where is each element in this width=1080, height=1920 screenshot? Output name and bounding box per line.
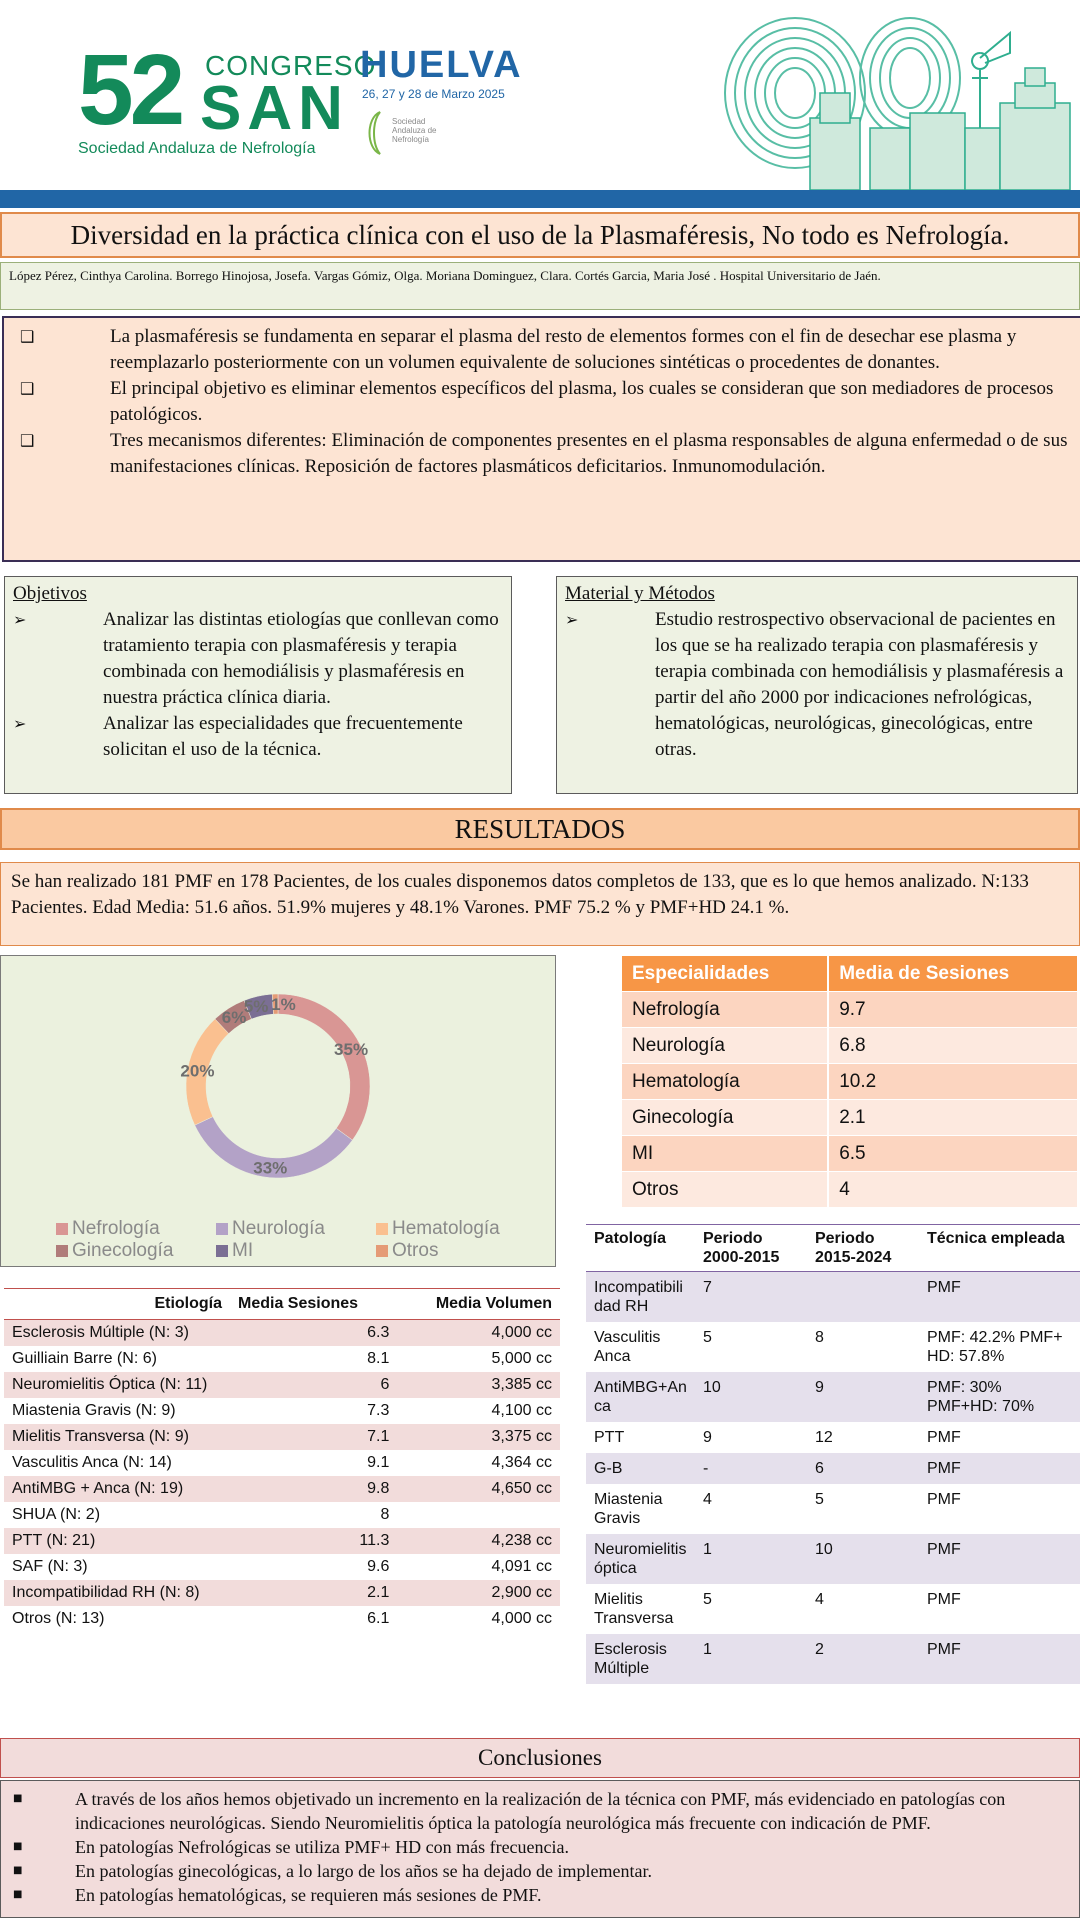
table-row xyxy=(622,1064,1077,1100)
table-row xyxy=(622,1172,1077,1208)
table-cell: 8 xyxy=(814,1329,824,1346)
conclusion-text: A través de los años hemos objetivado un incremento en la realización de la técnica con PMF, más evidenciado en patologías con indicaciones neurológicas. Siendo Neuromielitis óptica la patología neurológica más frecuente con indicación de PMF. xyxy=(75,1789,1006,1833)
table-row xyxy=(622,992,1077,1028)
table-cell: PMF xyxy=(919,1453,1080,1484)
square-bullet-icon: ■ xyxy=(13,1841,23,1852)
congress-dates: 26, 27 y 28 de Marzo 2025 xyxy=(362,87,505,101)
etiologia-cell: PTT (N: 21) xyxy=(4,1528,230,1554)
table-cell: 10.2 xyxy=(828,1064,1077,1100)
conclusion-text: En patologías ginecológicas, a lo largo de los años se ha dejado de implementar. xyxy=(75,1861,653,1881)
table-cell: 6.8 xyxy=(828,1028,1077,1064)
table-cell: PMF xyxy=(926,1591,961,1608)
etiologia-cell: Incompatibilidad RH (N: 8) xyxy=(4,1580,230,1606)
table-cell: 6 xyxy=(807,1453,919,1484)
table-row xyxy=(586,1453,1080,1484)
legend-label: Otros xyxy=(392,1240,439,1261)
table-cell: PMF: 42.2% PMF+ HD: 57.8% xyxy=(926,1329,1063,1365)
etiologia-cell: Mielitis Transversa (N: 9) xyxy=(4,1424,230,1450)
table-cell: PMF xyxy=(919,1534,1080,1584)
checkbox-bullet-icon: ❑ xyxy=(20,327,35,346)
volumen-cell: 4,000 cc xyxy=(491,1610,552,1627)
sesiones-cell: 9.8 xyxy=(230,1476,397,1502)
sesiones-cell: 6.3 xyxy=(230,1320,397,1347)
media-volumen-header: Media Volumen xyxy=(397,1289,560,1320)
objetivos-box xyxy=(4,576,512,794)
table-cell: 5 xyxy=(702,1591,712,1608)
legend-swatch xyxy=(376,1223,388,1235)
metodos-box xyxy=(556,576,1078,794)
conclusion-item xyxy=(9,1787,1071,1835)
table-cell: Mielitis Transversa xyxy=(594,1591,674,1627)
etiologia-cell: SHUA (N: 2) xyxy=(12,1506,101,1523)
donut-data-label: 1% xyxy=(271,995,296,1015)
volumen-cell: 2,900 cc xyxy=(397,1580,560,1606)
etiologia-cell: Guilliain Barre (N: 6) xyxy=(12,1350,157,1367)
intro-text: La plasmaféresis se fundamenta en separar el plasma del resto de elementos formes con el fin de desechar ese plasma y reemplazarlo posteriormente con un volumen equivalente de soluciones sintéticas o procedentes de donantes. xyxy=(110,326,1017,373)
tecnica-header: Técnica empleada xyxy=(919,1225,1080,1272)
volumen-cell: 4,364 cc xyxy=(491,1454,552,1471)
congress-number: 52 xyxy=(78,34,182,146)
conclusiones-heading: Conclusiones xyxy=(0,1738,1080,1778)
objetivos-heading: Objetivos xyxy=(13,583,87,604)
table-row xyxy=(4,1320,560,1347)
volumen-cell xyxy=(397,1502,560,1528)
legend-label: Nefrología xyxy=(72,1218,160,1239)
conclusiones-box xyxy=(0,1780,1080,1918)
legend-label: Ginecología xyxy=(72,1240,174,1261)
volumen-cell: 4,000 cc xyxy=(397,1320,560,1347)
especialidades-table xyxy=(622,956,1077,1208)
table-cell: PMF xyxy=(926,1491,961,1508)
metodos-text: Estudio restrospectivo observacional de pacientes en los que se ha realizado terapia con plasmaféresis y terapia combinada con hemodiálisis y plasmaféresis a partir del año 2000 por indicaciones nefrológicas, hematológicas, neurológicas, ginecológicas, entre otras. xyxy=(655,609,1064,760)
table-cell: 9 xyxy=(807,1372,919,1422)
header-divider-bar xyxy=(0,190,1080,208)
table-cell: G-B xyxy=(586,1453,695,1484)
legend-item xyxy=(376,1240,438,1262)
media-sesiones-header: Media de Sesiones xyxy=(828,956,1077,992)
table-row xyxy=(586,1634,1080,1684)
legend-item xyxy=(216,1218,325,1240)
authors-line: López Pérez, Cinthya Carolina. Borrego Hinojosa, Josefa. Vargas Gómiz, Olga. Moriana Dominguez, Clara. Cortés Garcia, Maria José . Hospital Universitario de Jaén. xyxy=(0,262,1080,310)
etiologia-cell: Miastenia Gravis (N: 9) xyxy=(12,1402,176,1419)
table-cell: Hematología xyxy=(622,1064,828,1100)
conclusion-item xyxy=(9,1859,1071,1883)
etiologia-header: Etiología xyxy=(4,1289,230,1320)
table-row xyxy=(586,1272,1080,1323)
table-row xyxy=(4,1346,560,1372)
patologia-header: Patología xyxy=(586,1225,695,1272)
volumen-cell: 4,238 cc xyxy=(397,1528,560,1554)
objetivos-item xyxy=(13,607,503,711)
square-bullet-icon: ■ xyxy=(13,1889,23,1900)
conclusion-text: En patologías hematológicas, se requieren más sesiones de PMF. xyxy=(75,1885,542,1905)
objetivos-text: Analizar las distintas etiologías que conllevan como tratamiento terapia con plasmaféresis y terapia combinada con hemodiálisis y plasmaféresis en nuestra práctica clínica diaria. xyxy=(103,609,499,708)
table-cell xyxy=(807,1272,919,1323)
table-row xyxy=(4,1372,560,1398)
huelva-monument-illustration-icon xyxy=(710,8,1080,190)
metodos-heading: Material y Métodos xyxy=(565,583,715,604)
table-cell: 2.1 xyxy=(828,1100,1077,1136)
etiologia-cell: Neuromielitis Óptica (N: 11) xyxy=(4,1372,230,1398)
volumen-cell: 5,000 cc xyxy=(491,1350,552,1367)
intro-text: El principal objetivo es eliminar elementos específicos del plasma, los cuales se consideran que son mediadores de procesos patológicos. xyxy=(110,378,1054,425)
table-cell: Ginecología xyxy=(622,1100,828,1136)
table-row xyxy=(4,1606,560,1632)
legend-label: MI xyxy=(232,1240,254,1261)
table-row xyxy=(4,1450,560,1476)
square-bullet-icon: ■ xyxy=(13,1865,23,1876)
objetivos-text: Analizar las especialidades que frecuentemente solicitan el uso de la técnica. xyxy=(103,713,463,760)
arrow-bullet-icon: ➢ xyxy=(13,714,27,733)
especialidades-header: Especialidades xyxy=(622,956,828,992)
legend-swatch xyxy=(56,1223,68,1235)
table-cell: PMF: 30% PMF+HD: 70% xyxy=(919,1372,1080,1422)
etiologia-cell: Esclerosis Múltiple (N: 3) xyxy=(4,1320,230,1347)
square-bullet-icon: ■ xyxy=(13,1793,23,1804)
table-cell: 1 xyxy=(695,1534,807,1584)
legend-label: Neurología xyxy=(232,1218,325,1239)
table-row xyxy=(4,1580,560,1606)
sesiones-cell: 9.1 xyxy=(367,1454,390,1471)
table-row xyxy=(4,1554,560,1580)
table-row xyxy=(586,1484,1080,1534)
table-cell: 9.7 xyxy=(828,992,1077,1028)
volumen-cell: 3,385 cc xyxy=(397,1372,560,1398)
table-row xyxy=(586,1534,1080,1584)
media-sesiones-header: Media Sesiones xyxy=(230,1289,397,1320)
checkbox-bullet-icon: ❑ xyxy=(20,379,35,398)
table-cell: 1 xyxy=(695,1634,807,1684)
arrow-bullet-icon: ➢ xyxy=(565,610,579,629)
table-cell: Miastenia Gravis xyxy=(594,1491,663,1527)
legend-swatch xyxy=(216,1223,228,1235)
sesiones-cell: 9.6 xyxy=(367,1558,390,1575)
intro-item xyxy=(14,376,1070,428)
donut-data-label: 20% xyxy=(180,1061,215,1081)
etiologia-cell: SAF (N: 3) xyxy=(12,1558,88,1575)
table-cell: Nefrología xyxy=(622,992,828,1028)
legend-label: Hematología xyxy=(392,1218,500,1239)
legend-item xyxy=(56,1240,173,1262)
volumen-cell: 4,100 cc xyxy=(491,1402,552,1419)
table-row xyxy=(4,1502,560,1528)
donut-data-label: 6% xyxy=(221,1007,247,1027)
table-row xyxy=(622,1100,1077,1136)
legend-item xyxy=(376,1218,500,1240)
donut-chart-svg xyxy=(1,956,557,1186)
etiologia-cell: AntiMBG + Anca (N: 19) xyxy=(4,1476,230,1502)
table-cell: Otros xyxy=(622,1172,828,1208)
legend-item xyxy=(56,1218,160,1240)
donut-data-label: 35% xyxy=(334,1039,369,1059)
table-row xyxy=(586,1422,1080,1453)
resultados-heading: RESULTADOS xyxy=(0,808,1080,850)
etiologia-cell: Vasculitis Anca (N: 14) xyxy=(12,1454,172,1471)
sesiones-cell: 7.1 xyxy=(230,1424,397,1450)
legend-swatch xyxy=(56,1245,68,1257)
especialidades-donut-chart xyxy=(0,955,556,1267)
table-cell: PMF xyxy=(919,1634,1080,1684)
donut-slice-nefrología xyxy=(278,994,370,1140)
sesiones-cell: 6.1 xyxy=(367,1610,390,1627)
sesiones-cell: 7.3 xyxy=(367,1402,390,1419)
table-cell: MI xyxy=(622,1136,828,1172)
table-cell: 10 xyxy=(807,1534,919,1584)
table-row xyxy=(4,1424,560,1450)
table-row xyxy=(622,1028,1077,1064)
objetivos-item xyxy=(13,711,503,763)
table-cell: - xyxy=(695,1453,807,1484)
volumen-cell: 3,375 cc xyxy=(397,1424,560,1450)
table-row xyxy=(4,1528,560,1554)
volumen-cell: 4,650 cc xyxy=(397,1476,560,1502)
table-cell: PMF xyxy=(919,1272,1080,1323)
table-row xyxy=(586,1322,1080,1372)
city-name: HUELVA xyxy=(360,44,523,86)
table-row xyxy=(622,1136,1077,1172)
donut-data-label: 5% xyxy=(243,996,269,1016)
table-cell: Esclerosis Múltiple xyxy=(586,1634,695,1684)
periodo-2000-2015-header: Periodo 2000-2015 xyxy=(695,1225,807,1272)
table-row xyxy=(4,1398,560,1424)
sesiones-cell: 6 xyxy=(230,1372,397,1398)
table-cell: Neurología xyxy=(622,1028,828,1064)
conclusion-text: En patologías Nefrológicas se utiliza PMF+ HD con más frecuencia. xyxy=(75,1837,570,1857)
donut-data-label: 33% xyxy=(253,1158,288,1178)
table-cell: 12 xyxy=(814,1429,833,1446)
table-cell: 2 xyxy=(807,1634,919,1684)
sesiones-cell: 2.1 xyxy=(230,1580,397,1606)
society-name: Sociedad Andaluza de Nefrología xyxy=(78,140,316,157)
etiologia-table xyxy=(4,1288,560,1632)
intro-item xyxy=(14,324,1070,376)
table-cell: Incompatibili dad RH xyxy=(586,1272,695,1323)
legend-item xyxy=(216,1240,253,1262)
conclusion-item xyxy=(9,1835,1071,1859)
table-row xyxy=(586,1584,1080,1634)
small-logo-text: Sociedad Andaluza de Nefrología xyxy=(392,117,437,144)
table-cell: 7 xyxy=(695,1272,807,1323)
table-cell: 9 xyxy=(702,1429,712,1446)
periodo-2015-2024-header: Periodo 2015-2024 xyxy=(807,1225,919,1272)
table-cell: Vasculitis Anca xyxy=(594,1329,661,1365)
arrow-bullet-icon: ➢ xyxy=(13,610,27,629)
table-cell: AntiMBG+An ca xyxy=(586,1372,695,1422)
introduction-box xyxy=(2,316,1080,562)
society-logo-icon xyxy=(362,108,392,158)
sesiones-cell: 8 xyxy=(380,1506,390,1523)
conclusion-item xyxy=(9,1883,1071,1907)
intro-item xyxy=(14,428,1070,480)
table-cell: 5 xyxy=(814,1491,824,1508)
table-cell: 6.5 xyxy=(828,1136,1077,1172)
patologia-table xyxy=(586,1224,1080,1684)
table-cell: 10 xyxy=(695,1372,807,1422)
congreso-label: CONGRESO xyxy=(205,50,377,81)
legend-swatch xyxy=(376,1245,388,1257)
header-banner xyxy=(0,0,1080,190)
resultados-summary: Se han realizado 181 PMF en 178 Pacientes, de los cuales disponemos datos completos de 133, que es lo que hemos analizado. N:133 Pacientes. Edad Media: 51.6 años. 51.9% mujeres y 48.1% Varones. PMF 75.2 % y PMF+HD 24.1 %. xyxy=(0,862,1080,946)
table-cell: PMF xyxy=(926,1429,961,1446)
legend-swatch xyxy=(216,1245,228,1257)
table-cell: PTT xyxy=(594,1429,625,1446)
table-cell: Neuromielitis óptica xyxy=(586,1534,695,1584)
table-cell: 4 xyxy=(814,1591,824,1608)
table-row xyxy=(586,1372,1080,1422)
table-row xyxy=(4,1476,560,1502)
san-label: SAN xyxy=(200,74,349,143)
volumen-cell: 4,091 cc xyxy=(491,1558,552,1575)
etiologia-cell: Otros (N: 13) xyxy=(12,1610,105,1627)
metodos-item xyxy=(565,607,1069,763)
table-cell: 5 xyxy=(702,1329,712,1346)
sesiones-cell: 11.3 xyxy=(230,1528,397,1554)
poster-title: Diversidad en la práctica clínica con el uso de la Plasmaféresis, No todo es Nefrología. xyxy=(0,212,1080,258)
checkbox-bullet-icon: ❑ xyxy=(20,431,35,450)
intro-text: Tres mecanismos diferentes: Eliminación de componentes presentes en el plasma responsables de alguna enfermedad o de sus manifestaciones clínicas. Reposición de factores plasmáticos deficitarios. Inmunomodulación. xyxy=(110,430,1068,477)
table-cell: 4 xyxy=(828,1172,1077,1208)
sesiones-cell: 8.1 xyxy=(367,1350,390,1367)
table-cell: 4 xyxy=(702,1491,712,1508)
